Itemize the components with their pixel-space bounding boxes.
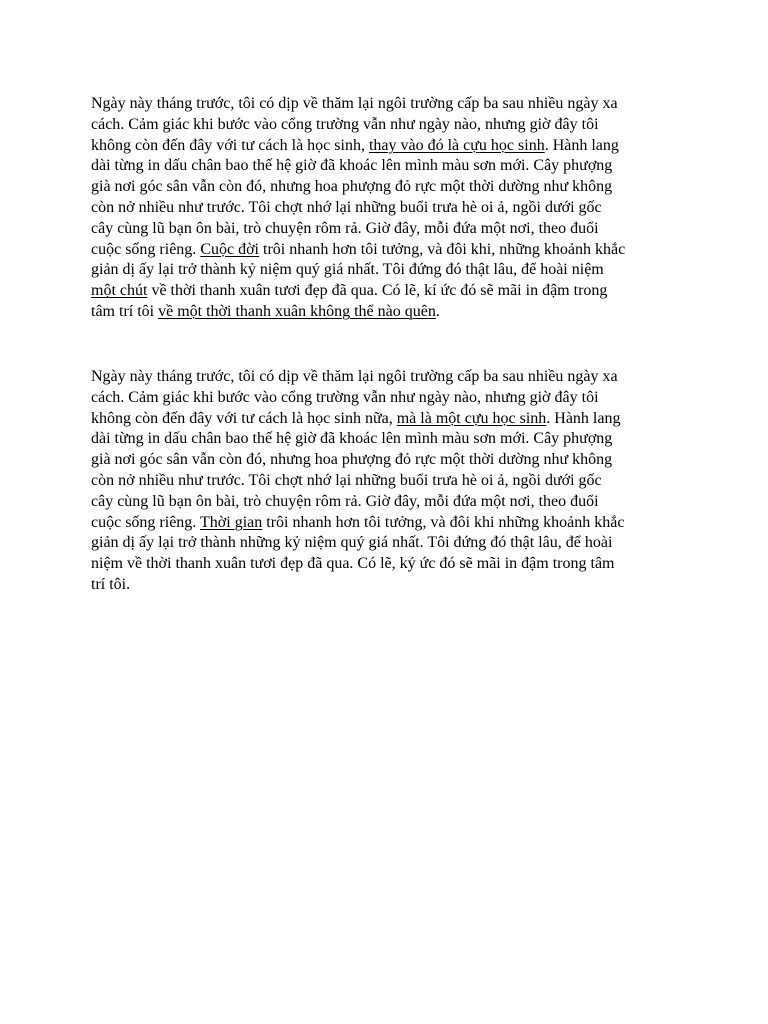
underlined-text: mà là một cựu học sinh — [396, 409, 547, 427]
text-segment: cây cùng lũ bạn ôn bài, trò chuyện rôm rả. Giờ đây, mỗi đứa một nơi, theo đuổi — [91, 492, 599, 510]
text-segment: giản dị ấy lại trở thành những kỷ niệm quý giá nhất. Tôi đứng đó thật lâu, để hoài — [91, 534, 613, 552]
text-line — [91, 94, 691, 115]
text-segment: . — [435, 302, 440, 320]
text-segment: cây cùng lũ bạn ôn bài, trò chuyện rôm rả. Giờ đây, mỗi đứa một nơi, theo đuổi — [91, 219, 599, 237]
text-segment: trôi nhanh hơn tôi tưởng, và đôi khi những khoảnh khắc — [262, 513, 625, 531]
text-line — [91, 156, 691, 177]
text-segment: còn nở nhiều như trước. Tôi chợt nhớ lại những buổi trưa hè oi ả, ngồi dưới gốc — [91, 198, 602, 216]
text-segment: còn nở nhiều như trước. Tôi chợt nhớ lại những buổi trưa hè oi ả, ngồi dưới gốc — [91, 471, 602, 489]
text-segment: không còn đến đây với tư cách là học sinh, — [91, 136, 369, 154]
text-line — [91, 554, 691, 575]
text-segment: về thời thanh xuân tươi đẹp đã qua. Có lẽ, kí ức đó sẽ mãi in đậm trong — [147, 282, 608, 300]
text-line — [91, 115, 691, 136]
text-line — [91, 136, 691, 157]
text-segment: giản dị ấy lại trở thành kỷ niệm quý giá nhất. Tôi đứng đó thật lâu, để hoài niệm — [91, 261, 604, 279]
text-line — [91, 429, 691, 450]
text-line — [91, 219, 691, 240]
text-line — [91, 471, 691, 492]
text-line — [91, 302, 691, 323]
text-segment: Ngày này tháng trước, tôi có dịp về thăm lại ngôi trường cấp ba sau nhiều ngày xa — [91, 368, 618, 385]
paragraph-original — [91, 94, 691, 323]
paragraph-revised — [91, 367, 691, 596]
text-segment: trí tôi. — [91, 575, 131, 593]
text-segment: niệm về thời thanh xuân tươi đẹp đã qua. Có lẽ, ký ức đó sẽ mãi in đậm trong tâm — [91, 555, 615, 573]
text-segment: già nơi góc sân vẫn còn đó, nhưng hoa phượng đỏ rực một thời dường như không — [91, 178, 613, 196]
text-line — [91, 177, 691, 198]
underlined-text: thay vào đó là cựu học sinh — [368, 136, 545, 154]
underlined-text: Cuộc đời — [200, 240, 259, 258]
underlined-text: về một thời thanh xuân không thể nào quên — [158, 302, 436, 320]
text-line — [91, 450, 691, 471]
text-line — [91, 240, 691, 261]
text-line — [91, 575, 691, 596]
text-line — [91, 367, 691, 388]
text-segment: . Hành lang — [544, 136, 619, 154]
text-segment: dài từng in dấu chân bao thế hệ giờ đã khoác lên mình màu sơn mới. Cây phượng — [91, 430, 613, 448]
text-segment: cuộc sống riêng. — [91, 513, 201, 531]
text-segment: . Hành lang — [546, 409, 621, 427]
text-line — [91, 533, 691, 554]
text-segment: cuộc sống riêng. — [91, 240, 201, 258]
text-line — [91, 388, 691, 409]
text-segment: già nơi góc sân vẫn còn đó, nhưng hoa phượng đỏ rực một thời dường như không — [91, 451, 613, 469]
text-line — [91, 281, 691, 302]
text-segment: tâm trí tôi — [91, 302, 159, 320]
text-segment: dài từng in dấu chân bao thế hệ giờ đã khoác lên mình màu sơn mới. Cây phượng — [91, 157, 613, 175]
underlined-text: Thời gian — [200, 513, 263, 531]
text-segment: cách. Cảm giác khi bước vào cổng trường vẫn như ngày nào, nhưng giờ đây tôi — [91, 115, 599, 133]
text-line — [91, 492, 691, 513]
text-line — [91, 513, 691, 534]
text-line — [91, 198, 691, 219]
text-line — [91, 260, 691, 281]
text-segment: cách. Cảm giác khi bước vào cổng trường vẫn như ngày nào, nhưng giờ đây tôi — [91, 388, 599, 406]
text-line — [91, 409, 691, 430]
text-segment: trôi nhanh hơn tôi tưởng, và đôi khi, những khoảnh khắc — [259, 240, 626, 258]
underlined-text: một chút — [91, 282, 148, 300]
text-segment: Ngày này tháng trước, tôi có dịp về thăm lại ngôi trường cấp ba sau nhiều ngày xa — [91, 95, 618, 112]
text-segment: không còn đến đây với tư cách là học sinh nữa, — [91, 409, 397, 427]
